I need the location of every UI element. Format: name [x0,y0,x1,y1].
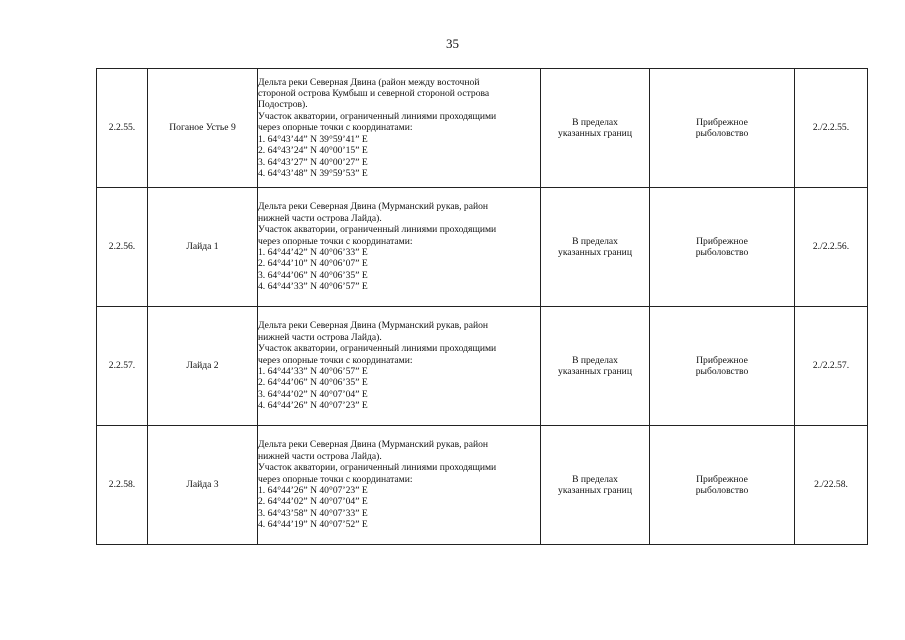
description-line: Дельта реки Северная Двина (Мурманский рукав, район [258,201,489,213]
coordinate-line: 3. 64°43’27” N 40°00’27” E [258,156,368,168]
area-code: 2./2.2.55. [795,69,868,188]
area-boundary [541,307,650,426]
description-line: Дельта реки Северная Двина (район между восточной [258,76,480,88]
fishing-type-line: рыболовство [695,366,749,377]
area-name: Лайда 2 [148,307,258,426]
table-row [97,69,868,188]
fishing-type-line: рыболовство [695,128,749,139]
description-line: стороной острова Кумбыш и северной стороной острова [258,88,490,100]
description-line: нижней части острова Лайда). [258,450,382,462]
table-row [97,307,868,426]
area-code: 2./2.2.57. [795,307,868,426]
fishing-type [650,307,795,426]
description-line: Участок акватории, ограниченный линиями проходящими [258,343,497,355]
coordinate-line: 2. 64°44’02” N 40°07’04” E [258,496,368,508]
boundary-line: В пределах [572,473,618,485]
fishing-areas-table [96,68,868,545]
fishing-type-line: рыболовство [695,485,749,496]
description-line: Подостров). [258,99,308,111]
area-description [258,69,541,188]
coordinate-line: 4. 64°43’48” N 39°59’53” E [258,167,368,179]
description-line: Участок акватории, ограниченный линиями проходящими [258,110,497,122]
coordinate-line: 1. 64°44’26” N 40°07’23” E [258,485,368,496]
coordinate-line: 3. 64°44’06” N 40°06’35” E [258,269,368,281]
fishing-type-line: Прибрежное [696,473,748,485]
fishing-type-line: Прибрежное [696,116,748,128]
table-row [97,188,868,307]
boundary-line: указанных границ [558,128,632,139]
area-number: 2.2.55. [97,69,148,188]
fishing-type [650,188,795,307]
boundary-line: указанных границ [558,247,632,258]
fishing-type-line: Прибрежное [696,354,748,366]
coordinate-line: 4. 64°44’26” N 40°07’23” E [258,400,368,412]
coordinate-line: 1. 64°44’33” N 40°06’57” E [258,366,368,377]
coordinate-line: 1. 64°43’44” N 39°59’41” E [258,133,368,145]
coordinate-line: 2. 64°44’10” N 40°06’07” E [258,258,368,270]
description-line: Дельта реки Северная Двина (Мурманский рукав, район [258,320,489,332]
coordinate-line: 2. 64°43’24” N 40°00’15” E [258,145,368,157]
area-description [258,426,541,545]
area-name: Лайда 3 [148,426,258,545]
fishing-type-line: Прибрежное [696,235,748,247]
area-code: 2./22.58. [795,426,868,545]
area-description [258,307,541,426]
description-line: через опорные точки с координатами: [258,473,413,485]
description-line: нижней части острова Лайда). [258,212,382,224]
area-description [258,188,541,307]
area-boundary [541,69,650,188]
boundary-line: В пределах [572,235,618,247]
table-row [97,426,868,545]
page-number: 35 [446,36,459,51]
boundary-line: указанных границ [558,366,632,377]
coordinate-line: 1. 64°44’42” N 40°06’33” E [258,247,368,258]
coordinate-line: 3. 64°44’02” N 40°07’04” E [258,388,368,400]
area-name: Поганое Устье 9 [148,69,258,188]
area-name: Лайда 1 [148,188,258,307]
boundary-line: В пределах [572,354,618,366]
coordinate-line: 4. 64°44’19” N 40°07’52” E [258,519,368,531]
description-line: через опорные точки с координатами: [258,235,413,247]
area-boundary [541,188,650,307]
coordinate-line: 2. 64°44’06” N 40°06’35” E [258,377,368,389]
description-line: Участок акватории, ограниченный линиями проходящими [258,224,497,236]
description-line: Дельта реки Северная Двина (Мурманский рукав, район [258,439,489,451]
coordinate-line: 4. 64°44’33” N 40°06’57” E [258,281,368,293]
area-number: 2.2.58. [97,426,148,545]
description-line: через опорные точки с координатами: [258,354,413,366]
area-boundary [541,426,650,545]
description-line: Участок акватории, ограниченный линиями проходящими [258,462,497,474]
description-line: нижней части острова Лайда). [258,331,382,343]
boundary-line: указанных границ [558,485,632,496]
boundary-line: В пределах [572,116,618,128]
description-line: через опорные точки с координатами: [258,122,413,134]
fishing-type [650,426,795,545]
area-number: 2.2.57. [97,307,148,426]
area-code: 2./2.2.56. [795,188,868,307]
area-number: 2.2.56. [97,188,148,307]
fishing-type [650,69,795,188]
fishing-type-line: рыболовство [695,247,749,258]
coordinate-line: 3. 64°43’58” N 40°07’33” E [258,507,368,519]
